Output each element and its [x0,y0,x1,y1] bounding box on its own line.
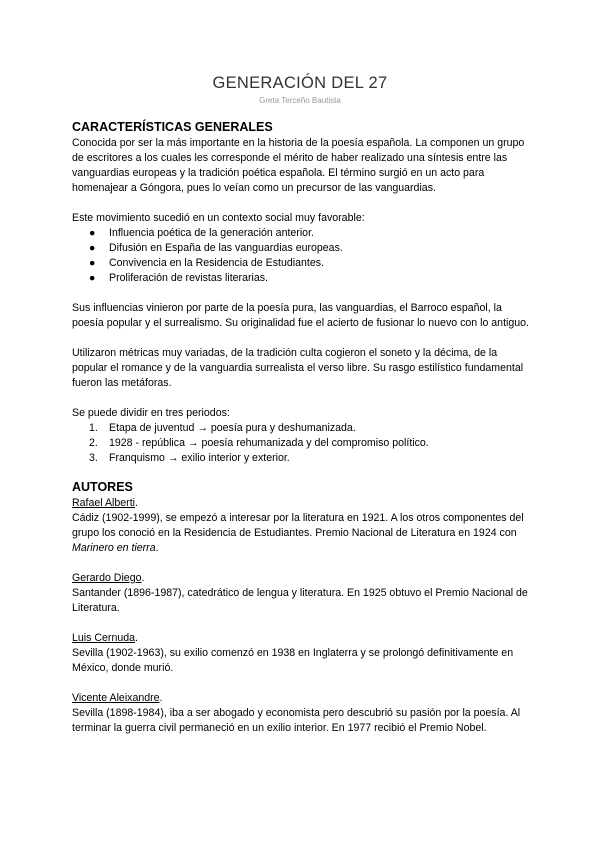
list-item: ● Convivencia en la Residencia de Estudiantes. [89,257,324,269]
author-name: Luis Cernuda [72,632,136,644]
list-item: ● Proliferación de revistas literarias. [89,272,268,284]
metrics-paragraph: Utilizaron métricas muy variadas, de la tradición culta cogieron el soneto y la décima, de la popular el romance y de la vanguardia surrealista el verso libre. Su rasgo estilístico fundamental fueron las metáforas. [72,347,524,389]
author-name: Rafael Alberti [72,497,136,509]
author-alberti: Rafael Alberti. [72,497,138,509]
bullet-icon: ● [89,272,96,284]
author-cernuda: Luis Cernuda. [72,632,138,644]
author-alberti-bio: Cádiz (1902-1999), se empezó a interesar por la literatura en 1921. A los otros componentes del grupo los conoció en la Residencia de Estudiantes. Premio Nacional de Literatura en 1924 con Marinero en tierra. [72,512,524,554]
context-intro: Este movimiento sucedió en un contexto social muy favorable: [72,212,365,224]
author-name: Vicente Aleixandre [72,692,160,704]
list-item: 2. 1928 - república → poesía rehumanizada y del compromiso político. [89,437,429,449]
context-list [72,226,534,286]
author-diego-bio: Santander (1896-1987), catedrático de lengua y literatura. En 1925 obtuvo el Premio Nacional de Literatura. [72,587,528,614]
author-diego: Gerardo Diego. [72,572,145,584]
document-body [72,119,534,736]
list-item: 1. Etapa de juventud → poesía pura y deshumanizada. [89,422,356,434]
document-author: Greta Terceño Bautista [259,96,341,105]
document-title: GENERACIÓN DEL 27 [212,74,388,92]
bullet-icon: ● [89,227,96,239]
characteristics-heading: CARACTERÍSTICAS GENERALES [72,120,273,134]
influences-paragraph: Sus influencias vinieron por parte de la poesía pura, las vanguardias, el Barroco español, la poesía popular y el surrealismo. Su originalidad fue el acierto de fusionar lo nuevo con lo antiguo. [72,302,529,329]
list-item: 3. Franquismo → exilio interior y exterior. [89,452,290,464]
authors-heading: AUTORES [72,480,133,494]
author-cernuda-bio: Sevilla (1902-1963), su exilio comenzó en 1938 en Inglaterra y se prolongó definitivamente en México, donde murió. [72,647,514,674]
list-item: ● Difusión en España de las vanguardias europeas. [89,242,343,254]
author-aleixandre-bio: Sevilla (1898-1984), iba a ser abogado y economista pero descubrió su pasión por la poesía. Al terminar la guerra civil permaneció en un exilio interior. En 1977 recibió el Premio Nobel. [72,707,521,734]
list-item: ● Influencia poética de la generación anterior. [89,227,314,239]
bullet-icon: ● [89,242,96,254]
characteristics-intro: Conocida por ser la más importante en la historia de la poesía española. La componen un grupo de escritores a los cuales les corresponde el mérito de haber realizado una síntesis entre las vanguardias europeas y la tradición poética española. El término surgió en un acto para homenajear a Góngora, pues lo veían como un precursor de las vanguardias. [72,137,525,194]
periods-list [72,421,534,466]
periods-intro: Se puede dividir en tres periodos: [72,407,230,419]
author-name: Gerardo Diego [72,572,142,584]
bullet-icon: ● [89,257,96,269]
work-title: Marinero en tierra [72,542,156,554]
author-aleixandre: Vicente Aleixandre. [72,692,163,704]
